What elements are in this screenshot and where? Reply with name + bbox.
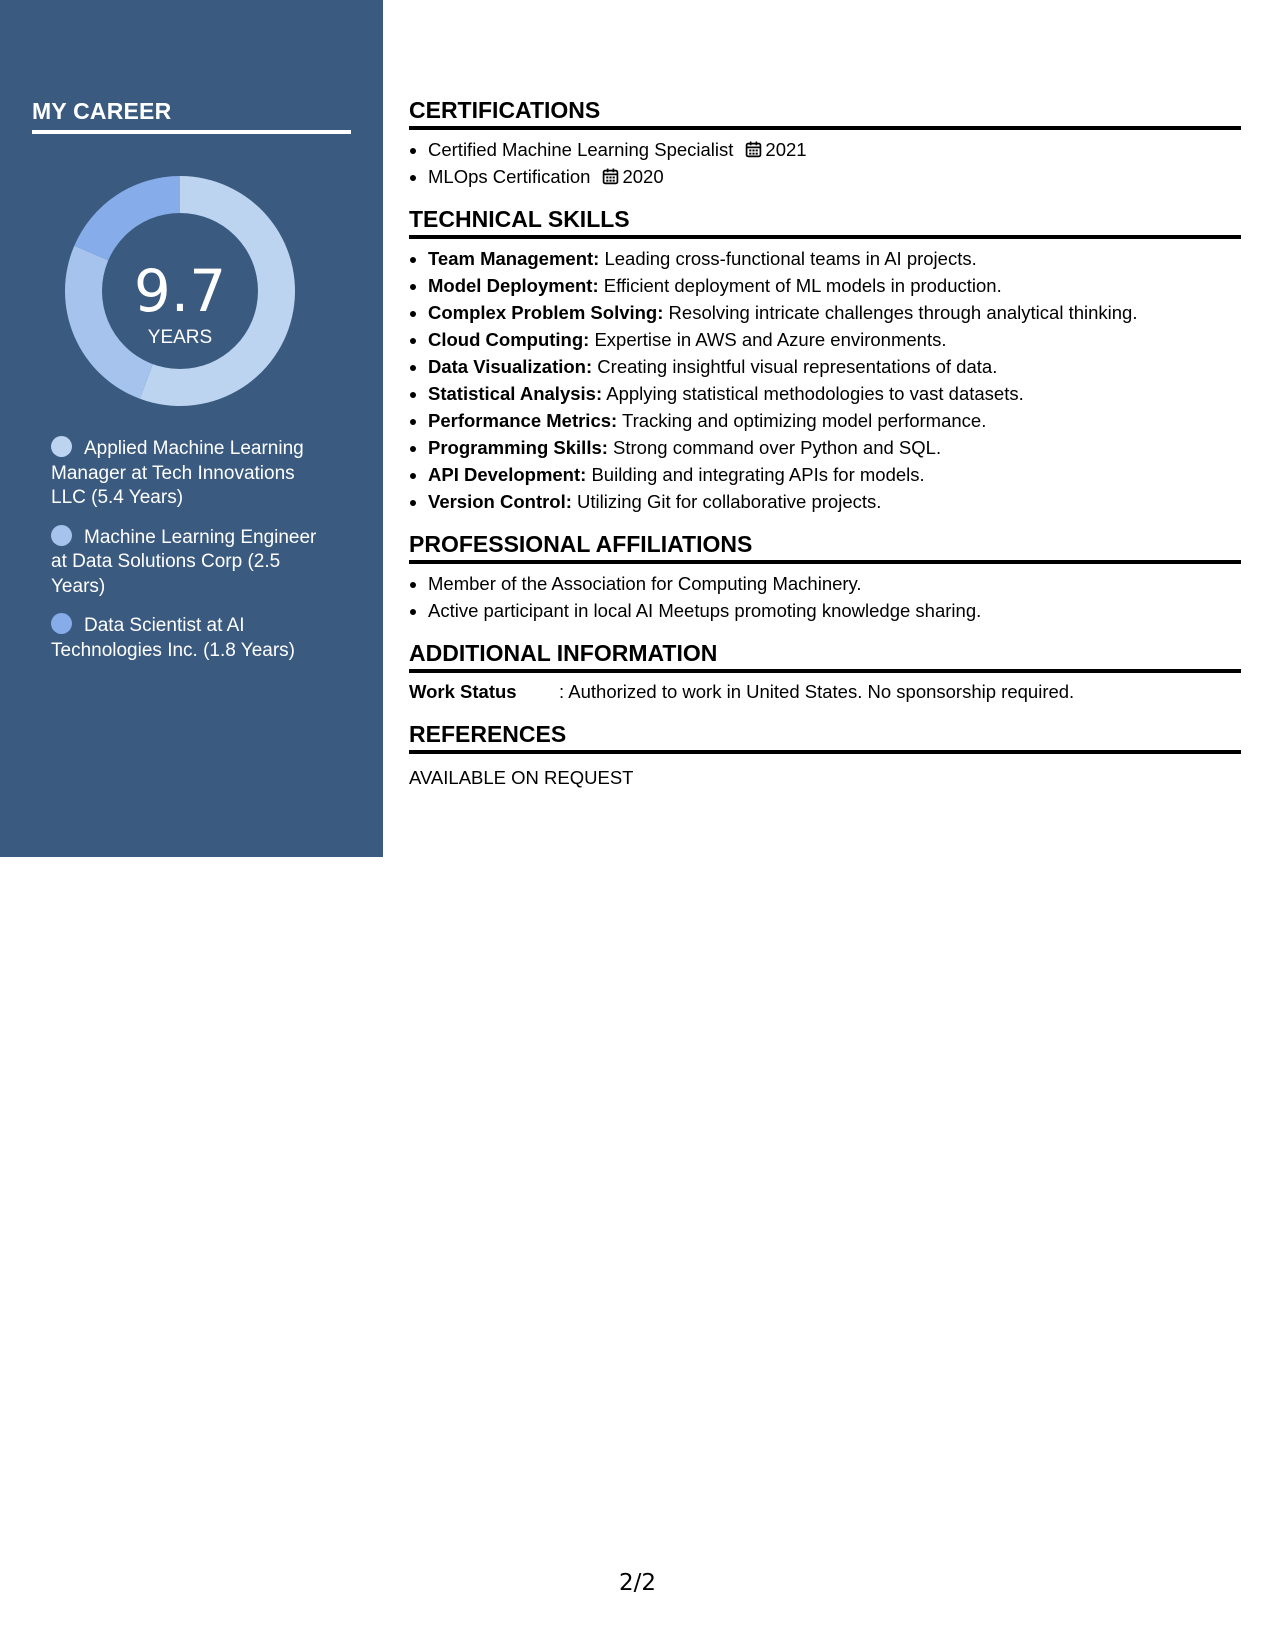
certification-year: 2021 xyxy=(765,139,807,160)
certification-item xyxy=(428,163,1241,190)
skill-label: Statistical Analysis: xyxy=(428,383,603,404)
skill-label: Team Management: xyxy=(428,248,600,269)
skill-label: Programming Skills: xyxy=(428,437,608,458)
career-item-text: Data Scientist at AI Technologies Inc. (1.8 Years) xyxy=(51,615,295,661)
career-years-donut xyxy=(65,176,295,406)
affiliation-item: • Active participant in local AI Meetups promoting knowledge sharing. xyxy=(428,597,1241,624)
certification-year: 2020 xyxy=(622,166,664,187)
additional-info-section xyxy=(409,639,1241,705)
career-item xyxy=(51,613,321,663)
certification-item xyxy=(428,136,1241,163)
skill-description: Leading cross-functional teams in AI projects. xyxy=(599,248,977,269)
skill-item xyxy=(428,272,1241,299)
skill-description: Efficient deployment of ML models in production. xyxy=(598,275,1002,296)
calendar-icon xyxy=(745,141,762,158)
career-legend-dot xyxy=(51,525,72,546)
career-item xyxy=(51,436,321,511)
skill-item xyxy=(428,434,1241,461)
career-legend-dot xyxy=(51,436,72,457)
skill-item xyxy=(428,488,1241,515)
career-history-list xyxy=(51,436,321,677)
references-section xyxy=(409,720,1241,791)
affiliations-heading: PROFESSIONAL AFFILIATIONS xyxy=(409,530,1241,564)
career-legend-dot xyxy=(51,613,72,634)
career-title: MY CAREER xyxy=(32,98,172,124)
total-years-value: 9.7 xyxy=(133,257,227,325)
skill-label: Complex Problem Solving: xyxy=(428,302,664,323)
skill-description: Utilizing Git for collaborative projects. xyxy=(571,491,882,512)
skill-label: API Development: xyxy=(428,464,587,485)
additional-info-heading: ADDITIONAL INFORMATION xyxy=(409,639,1241,673)
career-sidebar xyxy=(0,0,383,857)
skill-description: Resolving intricate challenges through analytical thinking. xyxy=(663,302,1138,323)
career-item-text: Machine Learning Engineer at Data Solutions Corp (2.5 Years) xyxy=(51,526,317,597)
work-status-value: : Authorized to work in United States. No sponsorship required. xyxy=(559,681,1075,702)
skill-item xyxy=(428,299,1241,326)
certification-name: MLOps Certification xyxy=(428,166,591,187)
skill-description: Building and integrating APIs for models. xyxy=(586,464,925,485)
certifications-list xyxy=(409,136,1241,190)
skill-description: Strong command over Python and SQL. xyxy=(607,437,942,458)
skill-label: Data Visualization: xyxy=(428,356,593,377)
skill-label: Performance Metrics: xyxy=(428,410,618,431)
skill-description: Tracking and optimizing model performance. xyxy=(617,410,987,431)
calendar-icon xyxy=(602,168,619,185)
career-item xyxy=(51,525,321,600)
affiliation-item: • Member of the Association for Computing Machinery. xyxy=(428,570,1241,597)
page-number: 2/2 xyxy=(618,1570,656,1596)
certifications-section xyxy=(409,96,1241,190)
skill-label: Version Control: xyxy=(428,491,572,512)
skill-label: Cloud Computing: xyxy=(428,329,590,350)
work-status-label: Work Status xyxy=(409,681,517,702)
skill-item xyxy=(428,380,1241,407)
skill-item xyxy=(428,245,1241,272)
skill-item xyxy=(428,326,1241,353)
technical-skills-section xyxy=(409,205,1241,515)
skill-description: Expertise in AWS and Azure environments. xyxy=(589,329,947,350)
skill-description: Applying statistical methodologies to vast datasets. xyxy=(602,383,1024,404)
skill-label: Model Deployment: xyxy=(428,275,599,296)
references-heading: REFERENCES xyxy=(409,720,1241,754)
career-item-text: Applied Machine Learning Manager at Tech Innovations LLC (5.4 Years) xyxy=(51,438,304,508)
skill-item xyxy=(428,461,1241,488)
affiliations-section xyxy=(409,530,1241,624)
skill-item xyxy=(428,353,1241,380)
certification-name: Certified Machine Learning Specialist xyxy=(428,139,734,160)
technical-skills-list xyxy=(409,245,1241,515)
total-years-unit: YEARS xyxy=(147,327,213,348)
technical-skills-heading: TECHNICAL SKILLS xyxy=(409,205,1241,239)
references-text: AVAILABLE ON REQUEST xyxy=(409,767,634,788)
affiliations-list xyxy=(409,570,1241,624)
certifications-heading: CERTIFICATIONS xyxy=(409,96,1241,130)
resume-main-content xyxy=(409,96,1241,806)
skill-item xyxy=(428,407,1241,434)
work-status-row xyxy=(409,678,1241,705)
skill-description: Creating insightful visual representations of data. xyxy=(592,356,998,377)
career-title-underline xyxy=(32,130,351,134)
